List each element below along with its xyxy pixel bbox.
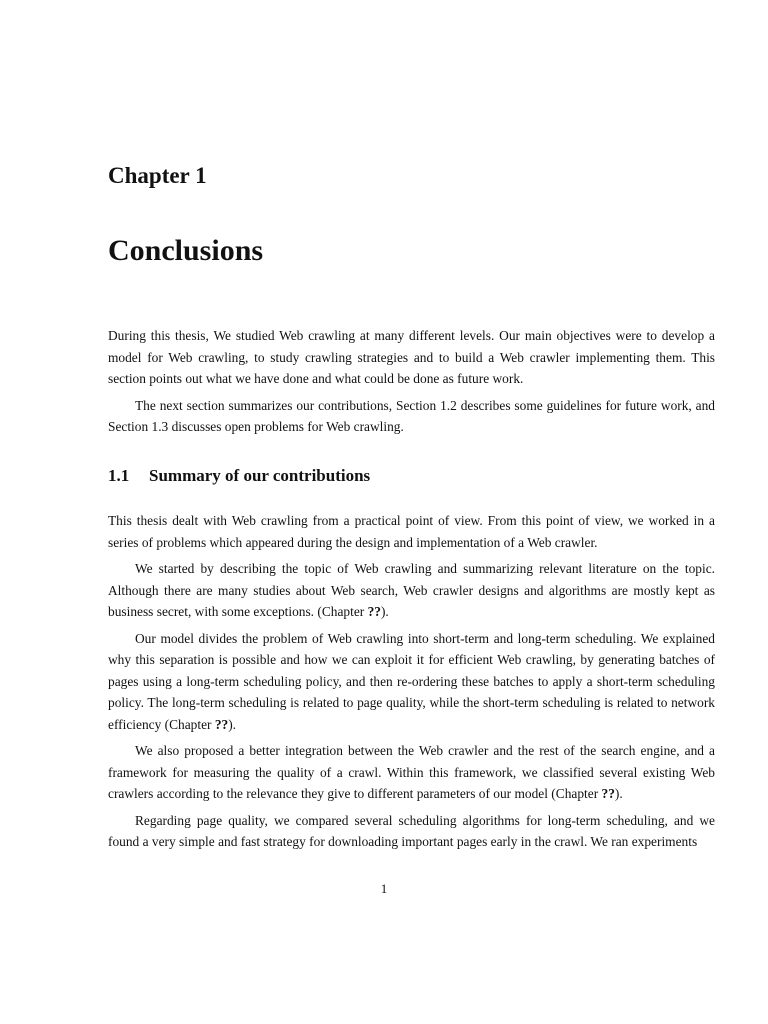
- chapter-reference: ??: [367, 604, 381, 619]
- paragraph-text: ).: [228, 716, 237, 732]
- intro-text: [108, 325, 715, 443]
- chapter-reference: ??: [214, 716, 229, 732]
- summary-paragraph: Regarding page quality, we compared several scheduling algorithms for long-term scheduling, and we found a very simple and fast strategy for downloading important pages early in the crawl. We ran experiments: [108, 812, 715, 849]
- intro-paragraph: During this thesis, We studied Web crawling at many different levels. Our main objectives were to develop a model for Web crawling, to study crawling strategies and to build a Web crawler implementing them. This section points out what we have done and what could be done as future work.: [108, 328, 715, 386]
- page-number: 1: [380, 881, 388, 896]
- summary-paragraph: [108, 740, 715, 805]
- paragraph-text: Our model divides the problem of Web crawling into short-term and long-term scheduling. We explained why this separation is possible and how we can exploit it for efficient Web crawling, by generating batches of pages using a long-term scheduling policy, and then re-ordering these batches to apply a short-term scheduling policy. The long-term scheduling is related to page quality, while the short-term scheduling is related to network efficiency (Chapter: [108, 630, 715, 732]
- summary-text: [108, 510, 715, 858]
- paragraph-text: We started by describing the topic of Web crawling and summarizing relevant literature on the topic. Although there are many studies about Web search, Web crawler designs and algorithms are mostly kept as business secret, with some exceptions. (Chapter: [108, 561, 715, 619]
- section-title: Summary of our contributions: [149, 466, 371, 485]
- section-number: 1.1: [108, 466, 130, 485]
- intro-paragraph: The next section summarizes our contributions, Section 1.2 describes some guidelines for future work, and Section 1.3 discusses open problems for Web crawling.: [108, 397, 715, 434]
- paragraph-text: We also proposed a better integration between the Web crawler and the rest of the search engine, and a framework for measuring the quality of a crawl. Within this framework, we classified several existing Web crawlers according to the relevance they give to different parameters of our model (Chapter: [108, 743, 715, 801]
- paragraph-text: ).: [380, 604, 389, 619]
- summary-paragraph: [108, 628, 715, 736]
- section-heading: [108, 467, 370, 484]
- summary-paragraph: This thesis dealt with Web crawling from a practical point of view. From this point of view, we worked in a series of problems which appeared during the design and implementation of a Web crawler.: [108, 513, 715, 550]
- chapter-label: Chapter 1: [108, 163, 207, 188]
- paragraph-text: ).: [614, 786, 623, 801]
- summary-paragraph: [108, 558, 715, 623]
- chapter-title: Conclusions: [108, 234, 264, 267]
- chapter-reference: ??: [601, 786, 615, 801]
